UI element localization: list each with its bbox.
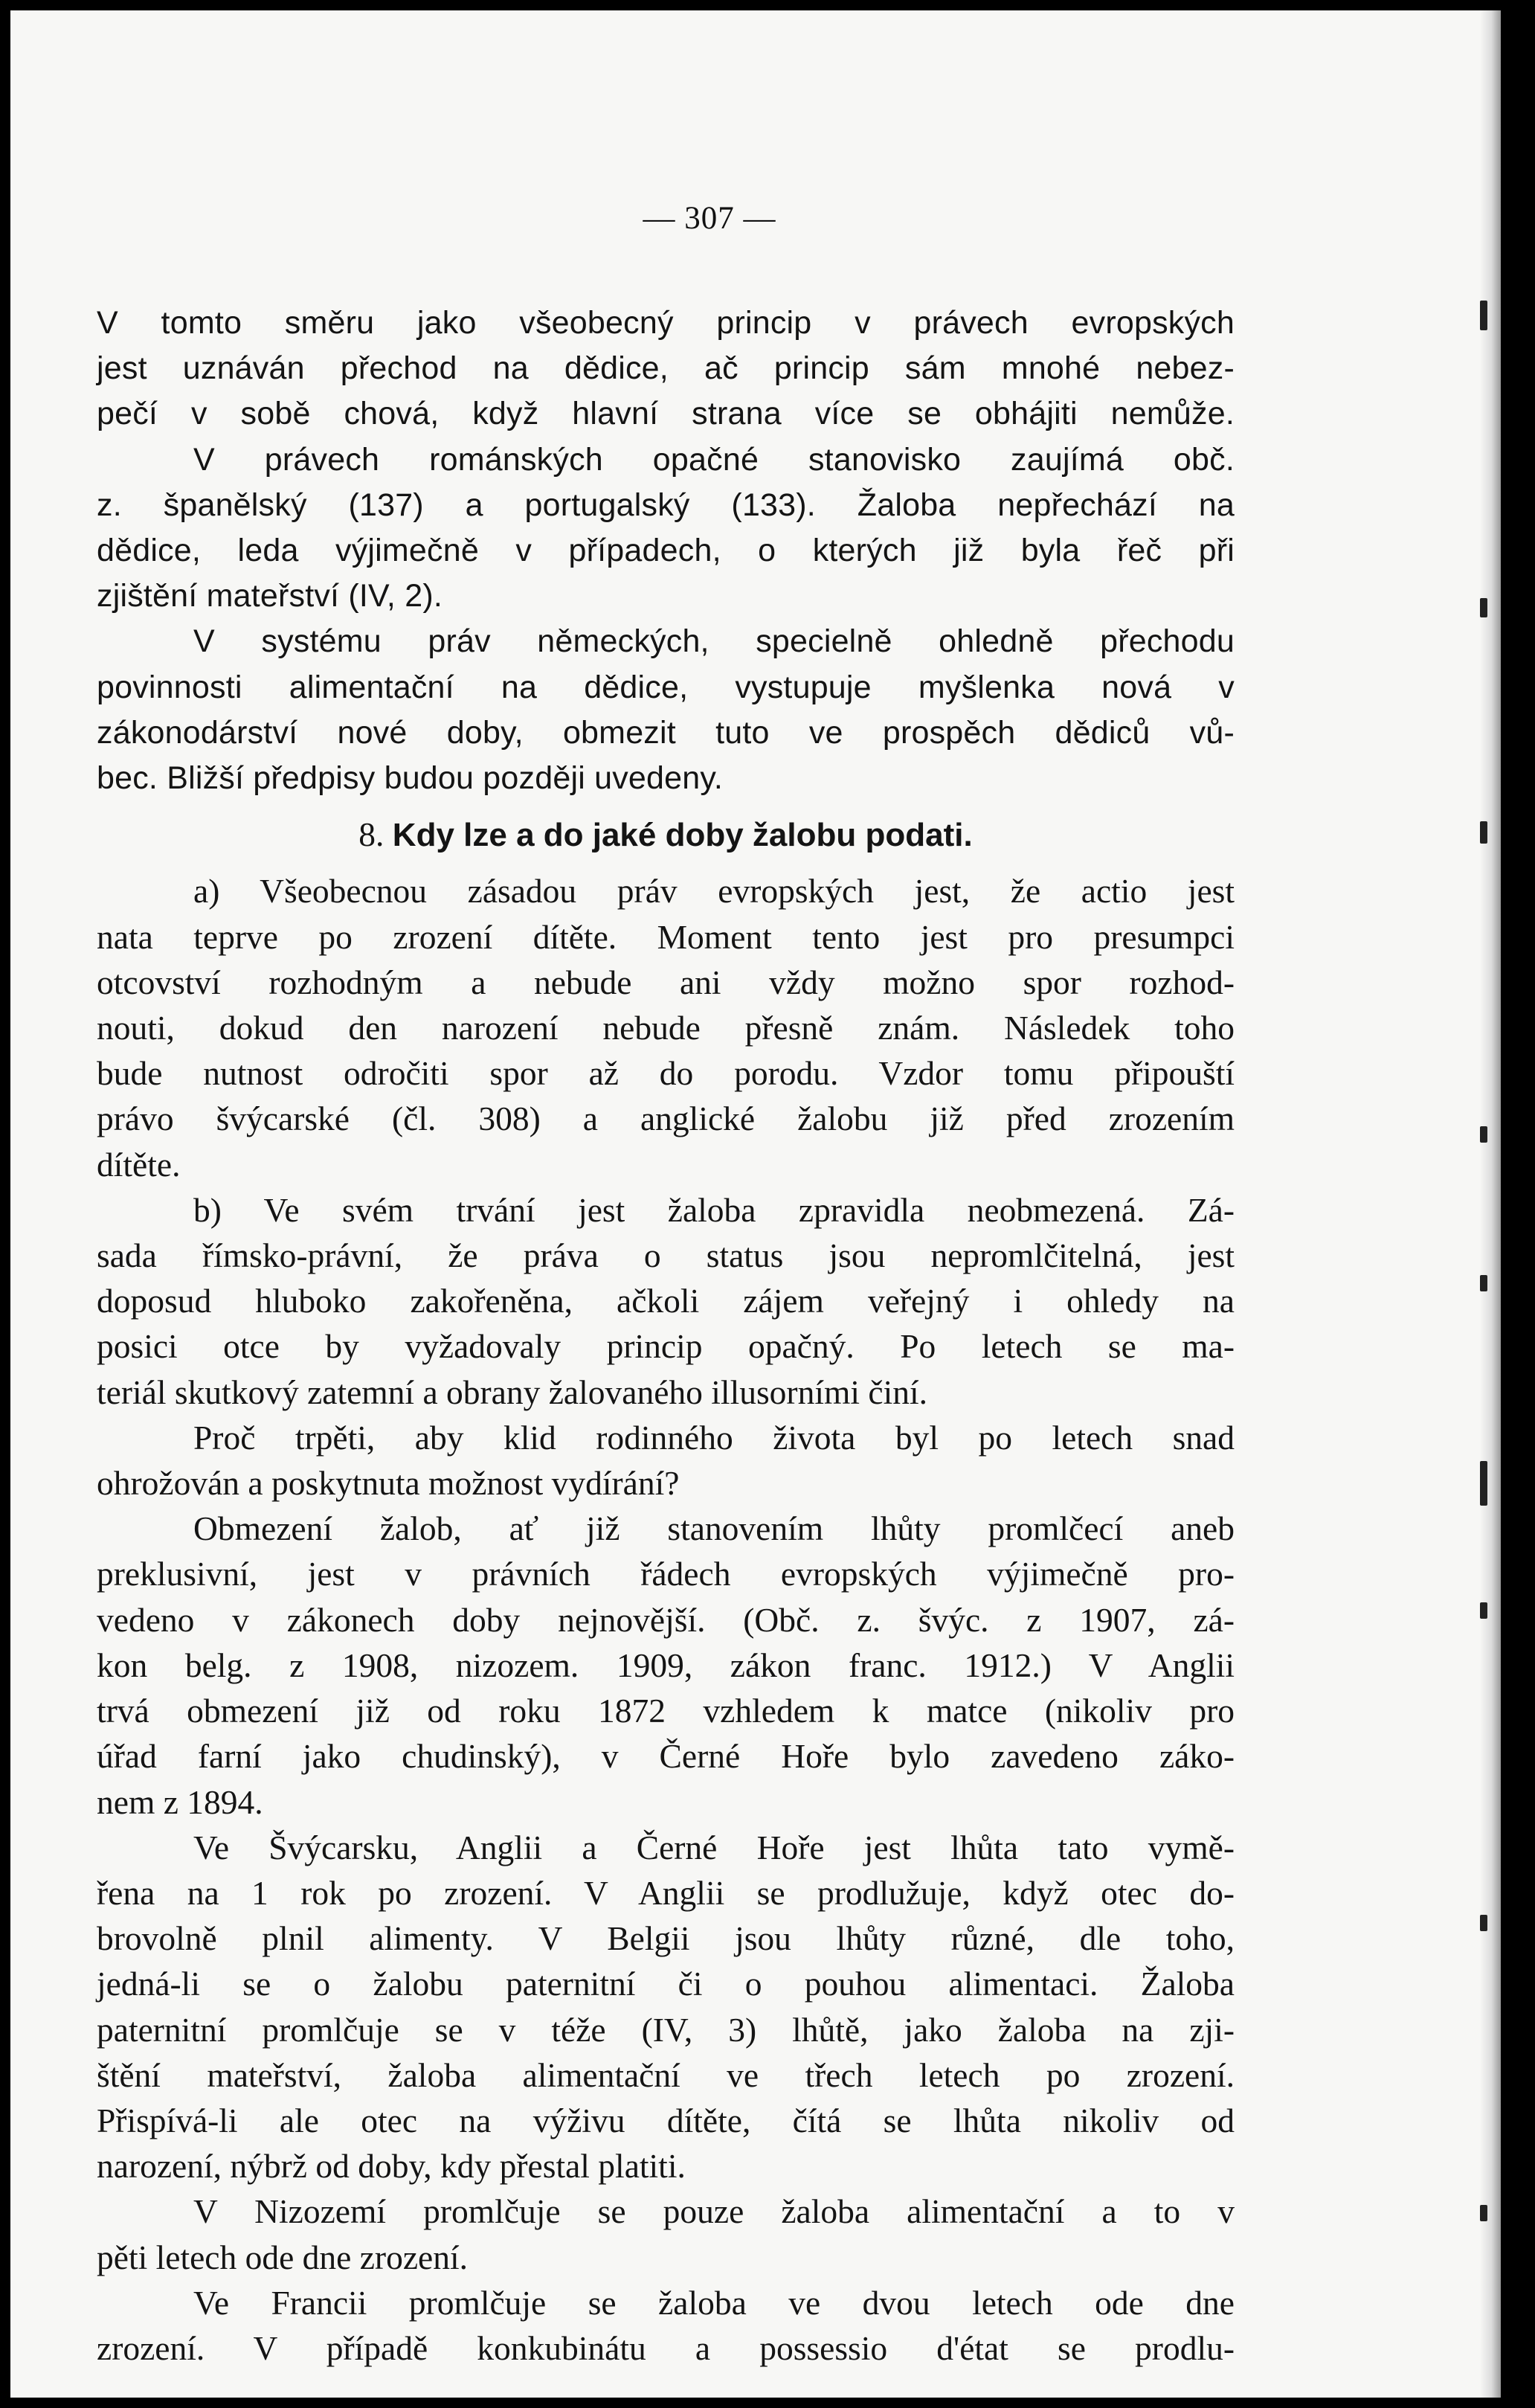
text-line: posici otce by vyžadovaly princip opačný. Po letech se ma- (97, 1327, 1235, 1366)
book-page (10, 10, 1501, 2398)
edge-mark (1480, 821, 1487, 844)
text-line: Proč trpěti, aby klid rodinného života byl po letech snad (193, 1418, 1235, 1457)
text-line: z. španělský (137) a portugalský (133). Žaloba nepřechází na (97, 487, 1235, 523)
text-line: ohrožován a poskytnuta možnost vydírání? (97, 1464, 680, 1503)
section-heading (97, 812, 1235, 858)
text-line: dítěte. (97, 1145, 181, 1184)
text-line: zákonodárství nové doby, obmezit tuto ve prospěch dědiců vů- (97, 714, 1235, 751)
edge-mark (1480, 1126, 1487, 1143)
text-line: kon belg. z 1908, nizozem. 1909, zákon franc. 1912.) V Anglii (97, 1646, 1235, 1684)
text-line: trvá obmezení již od roku 1872 vzhledem k matce (nikoliv pro (97, 1692, 1235, 1730)
text-line: nata teprve po zrození dítěte. Moment tento jest pro presumpci (97, 917, 1235, 956)
edge-mark (1480, 1602, 1487, 1619)
page-edge-shadow (1480, 10, 1501, 2398)
text-line: V systému práv německých, specielně ohledně přechodu (193, 623, 1235, 660)
page-text (97, 301, 1235, 2371)
text-line: nouti, dokud den narození nebude přesně znám. Následek toho (97, 1009, 1235, 1047)
page-number: — 307 — (643, 201, 776, 236)
section-number: 8. (358, 815, 384, 854)
edge-mark (1480, 301, 1487, 330)
text-line: paternitní promlčuje se v téže (IV, 3) lhůtě, jako žaloba na zji- (97, 2010, 1235, 2049)
paragraphs-main (97, 868, 1235, 2371)
text-line: doposud hluboko zakořeněna, ačkoli zájem veřejný i ohledy na (97, 1282, 1235, 1320)
text-line: Ve Švýcarsku, Anglii a Černé Hoře jest lhůta tato vymě- (193, 1828, 1235, 1866)
text-line: narození, nýbrž od doby, kdy přestal platiti. (97, 2147, 686, 2186)
edge-mark (1480, 598, 1487, 617)
edge-mark (1480, 1275, 1487, 1291)
text-line: b) Ve svém trvání jest žaloba zpravidla neobmezená. Zá- (193, 1190, 1235, 1229)
text-line: a) Všeobecnou zásadou práv evropských jest, že actio jest (193, 872, 1235, 911)
text-line: nem z 1894. (97, 1782, 263, 1821)
text-line: bude nutnost odročiti spor až do porodu. Vzdor tomu připouští (97, 1054, 1235, 1093)
edge-mark (1480, 1461, 1487, 1506)
text-line: teriál skutkový zatemní a obrany žalovaného illusorními činí. (97, 1372, 927, 1411)
text-line: V právech románských opačné stanovisko zaujímá obč. (193, 441, 1235, 478)
text-line: pěti letech ode dne zrození. (97, 2238, 468, 2276)
text-line: zrození. V případě konkubinátu a possessio d'état se prodlu- (97, 2328, 1235, 2367)
section-title: Kdy lze a do jaké doby žalobu podati. (392, 817, 973, 854)
text-line: jedná-li se o žalobu paternitní či o pouhou alimentaci. Žaloba (97, 1965, 1235, 2003)
text-line: vedeno v zákonech doby nejnovější. (Obč. z. švýc. z 1907, zá- (97, 1600, 1235, 1639)
text-line: řena na 1 rok po zrození. V Anglii se prodlužuje, když otec do- (97, 1873, 1235, 1912)
text-line: štění mateřství, žaloba alimentační ve třech letech po zrození. (97, 2055, 1235, 2094)
text-line: bec. Bližší předpisy budou později uvedeny. (97, 760, 724, 797)
text-line: otcovství rozhodným a nebude ani vždy možno spor rozhod- (97, 963, 1235, 1001)
text-line: V Nizozemí promlčuje se pouze žaloba alimentační a to v (193, 2192, 1235, 2231)
text-line: úřad farní jako chudinský), v Černé Hoře bylo zavedeno záko- (97, 1737, 1235, 1776)
text-line: Ve Francii promlčuje se žaloba ve dvou letech ode dne (193, 2283, 1235, 2322)
text-line: Obmezení žalob, ať již stanovením lhůty promlčecí aneb (193, 1509, 1235, 1548)
text-line: jest uznáván přechod na dědice, ač princip sám mnohé nebez- (97, 350, 1235, 387)
text-line: pečí v sobě chová, když hlavní strana více se obhájiti nemůže. (97, 396, 1235, 432)
text-line: povinnosti alimentační na dědice, vystupuje myšlenka nová v (97, 669, 1235, 705)
edge-mark (1480, 2205, 1487, 2221)
text-line: brovolně plnil alimenty. V Belgii jsou lhůty různé, dle toho, (97, 1919, 1235, 1958)
text-line: preklusivní, jest v právních řádech evropských výjimečně pro- (97, 1555, 1235, 1593)
text-line: zjištění mateřství (IV, 2). (97, 578, 443, 614)
edge-mark (1480, 1915, 1487, 1931)
text-line: V tomto směru jako všeobecný princip v právech evropských (97, 305, 1235, 341)
scan-border-bottom (0, 2398, 1535, 2408)
paragraphs-intro (97, 301, 1235, 801)
text-line: dědice, leda výjimečně v případech, o kterých již byla řeč při (97, 533, 1235, 569)
scan-border-right (1501, 0, 1535, 2408)
text-line: Přispívá-li ale otec na výživu dítěte, čítá se lhůta nikoliv od (97, 2101, 1235, 2139)
text-line: právo švýcarské (čl. 308) a anglické žalobu již před zrozením (97, 1099, 1235, 1138)
scan-border-top (0, 0, 1535, 10)
text-line: sada římsko-právní, že práva o status jsou nepromlčitelná, jest (97, 1236, 1235, 1275)
